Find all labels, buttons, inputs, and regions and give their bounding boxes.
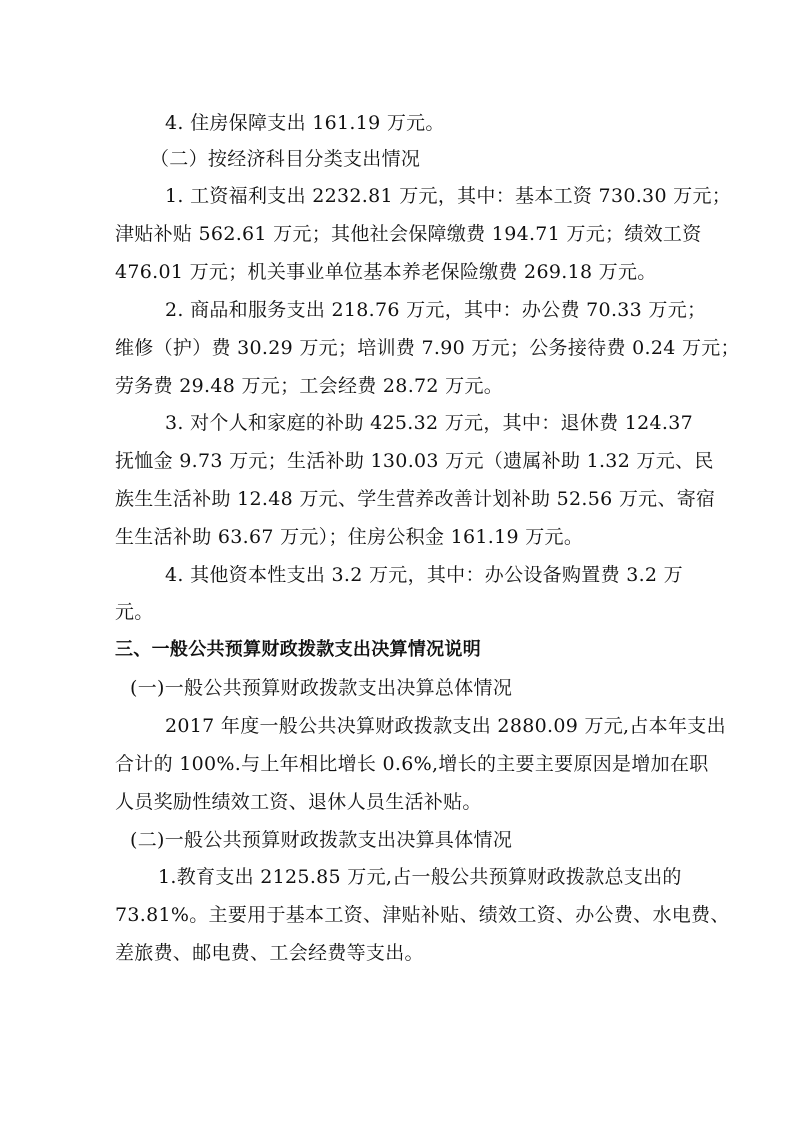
section-heading: 三、一般公共预算财政拨款支出决算情况说明: [115, 639, 481, 660]
paragraph-line: 2. 商品和服务支出 218.76 万元，其中：办公费 70.33 万元；: [165, 299, 707, 321]
paragraph-line: 津贴补贴 562.61 万元；其他社会保障缴费 194.71 万元；绩效工资: [115, 223, 702, 245]
paragraph-line: 1. 工资福利支出 2232.81 万元，其中：基本工资 730.30 万元；: [165, 185, 732, 207]
paragraph-line: 合计的 100%.与上年相比增长 0.6%,增长的主要主要原因是增加在职: [115, 753, 709, 775]
paragraph-line: 4. 其他资本性支出 3.2 万元，其中：办公设备购置费 3.2 万: [165, 564, 683, 586]
paragraph-line: 差旅费、邮电费、工会经费等支出。: [115, 942, 424, 964]
paragraph-line: 元。: [115, 601, 154, 623]
paragraph-line: 人员奖励性绩效工资、退休人员生活补贴。: [115, 791, 482, 813]
paragraph-line: 抚恤金 9.73 万元；生活补助 130.03 万元（遗属补助 1.32 万元、民: [115, 450, 714, 472]
paragraph-line: 维修（护）费 30.29 万元；培训费 7.90 万元；公务接待费 0.24 万元；: [115, 337, 740, 359]
paragraph-line: 476.01 万元；机关事业单位基本养老保险缴费 269.18 万元。: [115, 261, 657, 283]
paragraph-line: 1.教育支出 2125.85 万元,占一般公共预算财政拨款总支出的: [158, 866, 682, 888]
paragraph-line: 生生活补助 63.67 万元）；住房公积金 161.19 万元。: [115, 526, 584, 548]
subsection-heading-specific: (二)一般公共预算财政拨款支出决算具体情况: [130, 829, 513, 851]
paragraph-line: 族生生活补助 12.48 万元、学生营养改善计划补助 52.56 万元、寄宿: [115, 488, 716, 510]
paragraph-line-housing: 4. 住房保障支出 161.19 万元。: [165, 112, 445, 134]
subsection-heading-economic: （二）按经济科目分类支出情况: [150, 148, 421, 170]
paragraph-line: 2017 年度一般公共决算财政拨款支出 2880.09 万元,占本年支出: [165, 715, 726, 737]
paragraph-line: 73.81%。主要用于基本工资、津贴补贴、绩效工资、办公费、水电费、: [115, 904, 730, 926]
paragraph-line: 劳务费 29.48 万元；工会经费 28.72 万元。: [115, 375, 504, 397]
subsection-heading-overall: (一)一般公共预算财政拨款支出决算总体情况: [130, 677, 513, 699]
paragraph-line: 3. 对个人和家庭的补助 425.32 万元，其中：退休费 124.37: [165, 412, 694, 434]
